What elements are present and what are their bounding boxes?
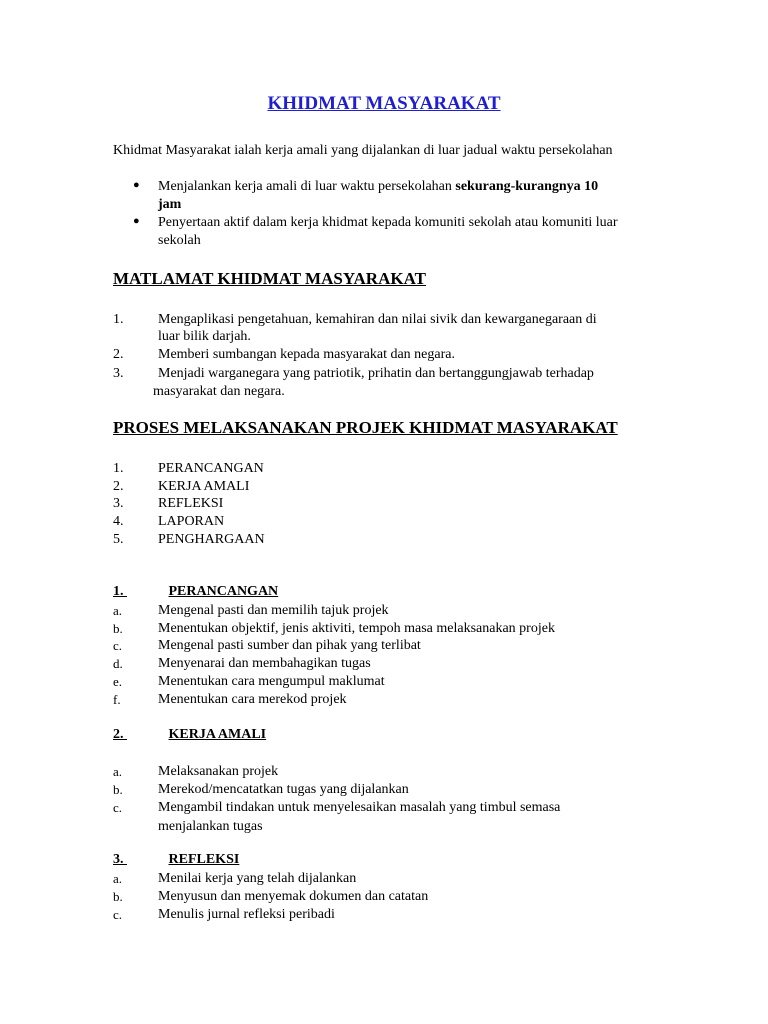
list-letter: a.	[113, 764, 123, 779]
proses-heading: PROSES MELAKSANAKAN PROJEK KHIDMAT MASYARAKAT	[113, 418, 618, 437]
intro-paragraph: Khidmat Masyarakat ialah kerja amali yang dijalankan di luar jadual waktu persekolahan	[113, 143, 613, 158]
bullet-1-line1: Menjalankan kerja amali di luar waktu persekolahan sekurang-kurangnya 10	[158, 179, 599, 194]
perancangan-item: Menentukan objektif, jenis aktiviti, tempoh masa melaksanakan projek	[158, 621, 555, 636]
perancangan-heading: 1. PERANCANGAN	[113, 584, 279, 599]
bullet-2-line1: Penyertaan aktif dalam kerja khidmat kepada komuniti sekolah atau komuniti luar	[158, 215, 618, 230]
proses-item: PENGHARGAAN	[158, 532, 265, 547]
refleksi-item: Menulis jurnal refleksi peribadi	[158, 907, 335, 922]
refleksi-item: Menilai kerja yang telah dijalankan	[158, 871, 357, 886]
perancangan-item: Menyenarai dan membahagikan tugas	[158, 656, 371, 671]
list-letter: e.	[113, 674, 123, 689]
bullet-icon: ●	[133, 215, 140, 227]
bullet-2-line2: sekolah	[158, 233, 201, 248]
list-letter: c.	[113, 800, 123, 815]
perancangan-item: Mengenal pasti dan memilih tajuk projek	[158, 603, 389, 618]
kerja-amali-item-line1: Mengambil tindakan untuk menyelesaikan masalah yang timbul semasa	[158, 800, 561, 815]
list-letter: a.	[113, 871, 123, 886]
list-letter: a.	[113, 603, 123, 618]
kerja-amali-item: Melaksanakan projek	[158, 764, 279, 779]
list-number: 5.	[113, 532, 124, 547]
list-letter: b.	[113, 621, 123, 636]
matlamat-item-2: Memberi sumbangan kepada masyarakat dan negara.	[158, 347, 455, 362]
list-letter: c.	[113, 907, 123, 922]
perancangan-item: Mengenal pasti sumber dan pihak yang terlibat	[158, 638, 421, 653]
proses-item: LAPORAN	[158, 514, 225, 529]
matlamat-item-1-line2: luar bilik darjah.	[158, 329, 251, 344]
list-letter: b.	[113, 782, 123, 797]
list-number: 4.	[113, 514, 124, 529]
perancangan-item: Menentukan cara merekod projek	[158, 692, 347, 707]
list-number: 2.	[113, 347, 124, 362]
matlamat-heading: MATLAMAT KHIDMAT MASYARAKAT	[113, 269, 426, 288]
matlamat-item-1-line1: Mengaplikasi pengetahuan, kemahiran dan nilai sivik dan kewarganegaraan di	[158, 312, 597, 327]
list-letter: d.	[113, 656, 123, 671]
refleksi-heading: 3. REFLEKSI	[113, 852, 240, 867]
list-letter: b.	[113, 889, 123, 904]
list-number: 3.	[113, 366, 124, 381]
document-title: KHIDMAT MASYARAKAT	[267, 93, 501, 114]
list-letter: c.	[113, 638, 123, 653]
matlamat-item-3-line1: Menjadi warganegara yang patriotik, prihatin dan bertanggungjawab terhadap	[158, 366, 594, 381]
proses-item: REFLEKSI	[158, 496, 224, 511]
matlamat-item-3-line2: masyarakat dan negara.	[153, 384, 285, 399]
kerja-amali-heading: 2. KERJA AMALI	[113, 727, 267, 742]
proses-item: KERJA AMALI	[158, 479, 250, 494]
kerja-amali-item-line2: menjalankan tugas	[158, 819, 263, 834]
list-number: 1.	[113, 461, 124, 476]
bullet-icon: ●	[133, 179, 140, 191]
proses-item: PERANCANGAN	[158, 461, 264, 476]
list-number: 2.	[113, 479, 124, 494]
perancangan-item: Menentukan cara mengumpul maklumat	[158, 674, 385, 689]
list-number: 3.	[113, 496, 124, 511]
refleksi-item: Menyusun dan menyemak dokumen dan catatan	[158, 889, 429, 904]
kerja-amali-item: Merekod/mencatatkan tugas yang dijalankan	[158, 782, 409, 797]
bullet-1-line2: jam	[158, 197, 182, 212]
list-number: 1.	[113, 312, 124, 327]
list-letter: f.	[113, 692, 121, 707]
